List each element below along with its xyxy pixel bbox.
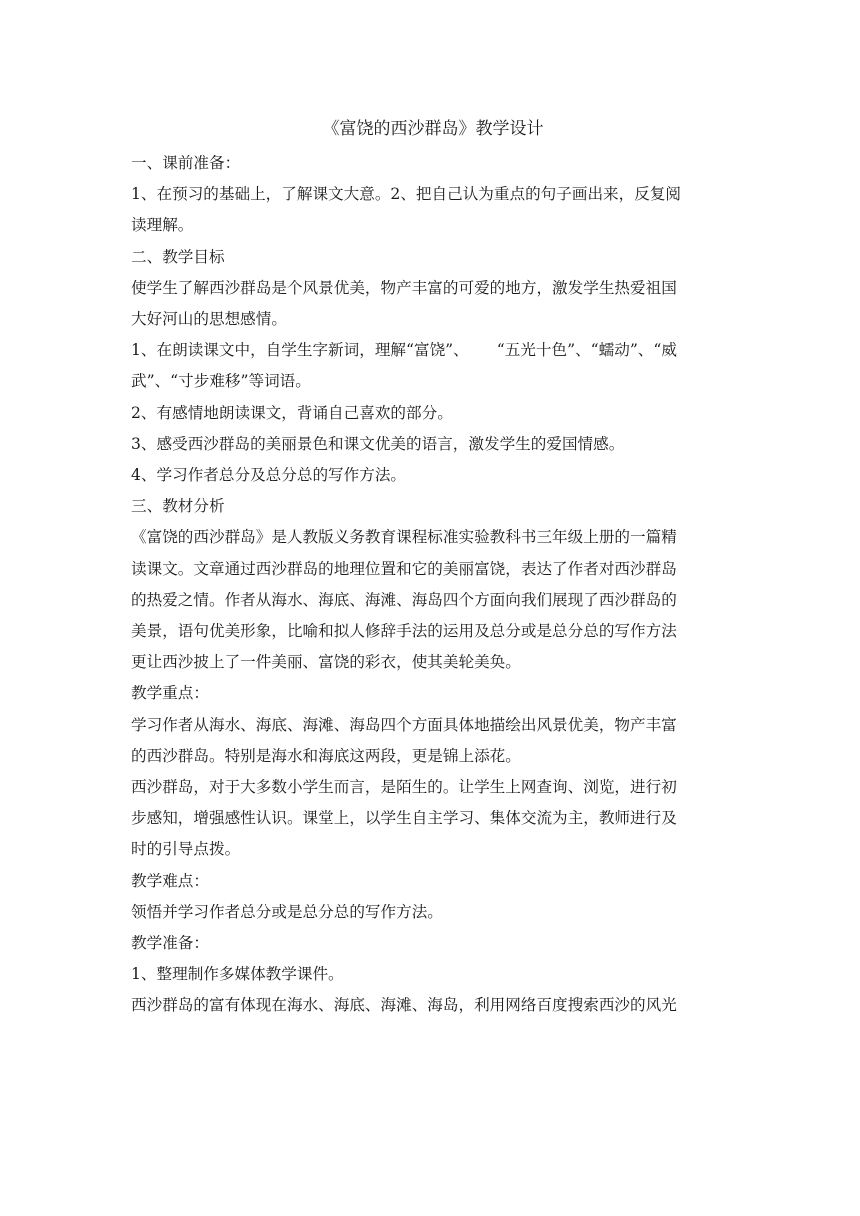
goal-item-1 — [131, 335, 735, 366]
paragraph-line: 武”、“寸步难移”等词语。 — [131, 372, 311, 391]
goal-item-3: 3、感受西沙群岛的美丽景色和课文优美的语言，激发学生的爱国情感。 — [131, 434, 625, 453]
paragraph-line: 步感知，增强感性认识。课堂上，以学生自主学习、集体交流为主，教师进行及 — [131, 809, 677, 828]
paragraph-line: 学习作者从海水、海底、海滩、海岛四个方面具体地描绘出风景优美，物产丰富 — [131, 715, 677, 734]
subheading-difficulties: 教学难点： — [131, 871, 209, 890]
section-heading-goals: 二、教学目标 — [131, 247, 225, 266]
section-heading-preparation: 一、课前准备： — [131, 154, 241, 172]
paragraph-line: 的热爱之情。作者从海水、海底、海滩、海岛四个方面向我们展现了西沙群岛的 — [131, 590, 677, 609]
paragraph-line: 使学生了解西沙群岛是个风景优美，物产丰富的可爱的地方，激发学生热爱祖国 — [131, 278, 677, 297]
subheading-preparation: 教学准备： — [131, 934, 209, 953]
goal-item-2: 2、有感情地朗读课文，背诵自己喜欢的部分。 — [131, 403, 453, 422]
paragraph-line: 1、整理制作多媒体教学课件。 — [131, 965, 344, 984]
goal-item-1-part-a: 1、在朗读课文中，自学生字新词，理解“富饶”、 — [131, 341, 469, 360]
paragraph-line: 读理解。 — [131, 216, 194, 235]
paragraph-line: 读课文。文章通过西沙群岛的地理位置和它的美丽富饶，表达了作者对西沙群岛 — [131, 559, 677, 578]
paragraph-line: 领悟并学习作者总分或是总分总的写作方法。 — [131, 902, 443, 921]
paragraph-line: 美景，语句优美形象，比喻和拟人修辞手法的运用及总分或是总分总的写作方法 — [131, 622, 677, 641]
paragraph-line: 更让西沙披上了一件美丽、富饶的彩衣，使其美轮美奂。 — [131, 653, 521, 672]
document-title: 《富饶的西沙群岛》教学设计 — [322, 119, 544, 139]
subheading-key-points: 教学重点： — [131, 684, 209, 703]
goal-item-4: 4、学习作者总分及总分总的写作方法。 — [131, 466, 407, 485]
paragraph-line: 《富饶的西沙群岛》是人教版义务教育课程标准实验教科书三年级上册的一篇精 — [131, 528, 677, 547]
paragraph-line: 的西沙群岛。特别是海水和海底这两段，更是锦上添花。 — [131, 746, 521, 765]
paragraph-line: 大好河山的思想感情。 — [131, 310, 287, 329]
paragraph-line: 1、在预习的基础上，了解课文大意。2、把自己认为重点的句子画出来，反复阅 — [131, 185, 682, 204]
paragraph-line: 西沙群岛的富有体现在海水、海底、海滩、海岛，利用网络百度搜索西沙的风光 — [131, 996, 677, 1015]
section-heading-analysis: 三、教材分析 — [131, 497, 225, 516]
paragraph-line: 西沙群岛，对于大多数小学生而言，是陌生的。让学生上网查询、浏览，进行初 — [131, 778, 677, 797]
document-page — [131, 114, 735, 1022]
goal-item-1-part-b: “五光十色”、“蠕动”、“威 — [496, 341, 677, 360]
paragraph-line: 时的引导点拨。 — [131, 840, 241, 859]
